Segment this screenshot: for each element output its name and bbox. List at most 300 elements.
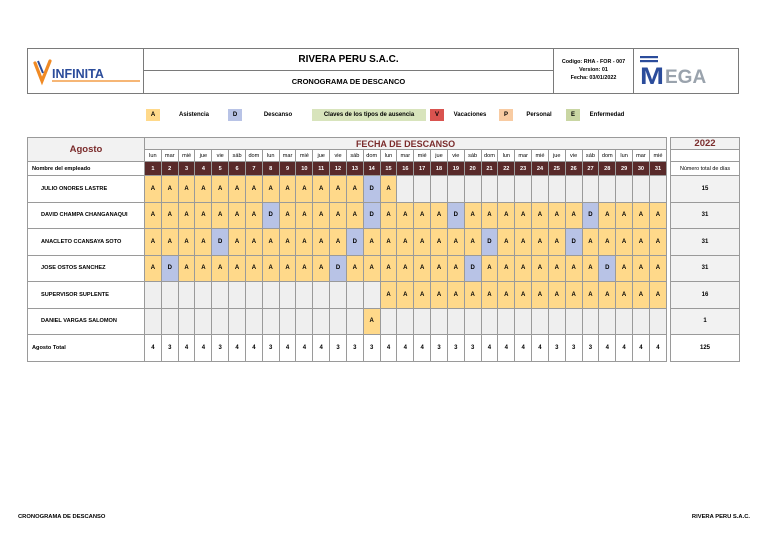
weekday-cell: mié: [414, 150, 431, 162]
footer-left: CRONOGRAMA DE DESCANSO: [18, 514, 106, 520]
weekday-cell: dom: [481, 150, 498, 162]
attendance-cell: A: [262, 255, 279, 282]
day-number-cell: 29: [616, 162, 633, 176]
attendance-cell: A: [145, 229, 162, 256]
attendance-cell: [296, 282, 313, 309]
attendance-cell: A: [498, 255, 515, 282]
attendance-cell: [212, 282, 229, 309]
attendance-cell: A: [245, 176, 262, 203]
weekday-cell: sáb: [346, 150, 363, 162]
attendance-cell: D: [346, 229, 363, 256]
attendance-cell: D: [481, 229, 498, 256]
attendance-cell: A: [397, 255, 414, 282]
attendance-cell: D: [262, 202, 279, 229]
attendance-cell: A: [145, 176, 162, 203]
attendance-cell: [548, 308, 565, 335]
day-number-cell: 21: [481, 162, 498, 176]
day-number-cell: 19: [447, 162, 464, 176]
attendance-cell: A: [599, 282, 616, 309]
attendance-cell: A: [229, 229, 246, 256]
attendance-cell: A: [481, 282, 498, 309]
attendance-cell: [397, 308, 414, 335]
attendance-cell: A: [582, 282, 599, 309]
weekday-cell: lun: [262, 150, 279, 162]
weekday-cell: sáb: [464, 150, 481, 162]
attendance-cell: A: [212, 202, 229, 229]
day-total-cell: 4: [145, 335, 162, 362]
day-total-cell: 4: [649, 335, 666, 362]
employee-total-days: 31: [671, 202, 740, 229]
infinita-logo-mark: [28, 49, 144, 93]
day-number-cell: 23: [515, 162, 532, 176]
attendance-cell: [464, 176, 481, 203]
attendance-cell: [431, 308, 448, 335]
attendance-cell: [498, 176, 515, 203]
attendance-cell: [195, 282, 212, 309]
employee-row: [28, 255, 667, 282]
legend-label-descanso: Descanso: [263, 112, 293, 118]
day-number-cell: 22: [498, 162, 515, 176]
employee-name: SUPERVISOR SUPLENTE: [28, 282, 145, 309]
day-number-cell: 28: [599, 162, 616, 176]
day-total-cell: 4: [481, 335, 498, 362]
day-number-cell: 3: [178, 162, 195, 176]
day-number-cell: 4: [195, 162, 212, 176]
attendance-cell: A: [498, 202, 515, 229]
attendance-cell: [380, 308, 397, 335]
attendance-cell: A: [565, 282, 582, 309]
day-total-cell: 4: [532, 335, 549, 362]
attendance-cell: [161, 282, 178, 309]
weekday-cell: vie: [565, 150, 582, 162]
attendance-cell: A: [616, 229, 633, 256]
attendance-cell: A: [161, 202, 178, 229]
legend-label-enfermedad: Enfermedad: [589, 112, 625, 118]
attendance-cell: [515, 176, 532, 203]
weekday-cell: jue: [548, 150, 565, 162]
day-number-cell: 10: [296, 162, 313, 176]
day-total-cell: 3: [346, 335, 363, 362]
attendance-cell: A: [515, 229, 532, 256]
employee-name: JOSE OSTOS SANCHEZ: [28, 255, 145, 282]
attendance-cell: [582, 308, 599, 335]
document-version: Version: 01: [579, 67, 608, 73]
attendance-cell: A: [363, 308, 380, 335]
attendance-cell: A: [397, 282, 414, 309]
day-total-cell: 4: [279, 335, 296, 362]
attendance-cell: A: [633, 282, 650, 309]
mega-logo-mark: [634, 49, 738, 93]
attendance-cell: A: [296, 229, 313, 256]
attendance-cell: [145, 308, 162, 335]
attendance-cell: A: [195, 202, 212, 229]
day-number-cell: 6: [229, 162, 246, 176]
day-total-cell: 4: [414, 335, 431, 362]
attendance-cell: D: [363, 176, 380, 203]
mega-logo-text: EGA: [665, 67, 707, 88]
legend-label-asistencia: Asistencia: [178, 112, 209, 118]
attendance-cell: A: [161, 229, 178, 256]
attendance-cell: [229, 282, 246, 309]
day-number-cell: 8: [262, 162, 279, 176]
weekday-cell: sáb: [582, 150, 599, 162]
day-number-cell: 2: [161, 162, 178, 176]
attendance-cell: A: [195, 176, 212, 203]
attendance-cell: A: [296, 202, 313, 229]
day-number-cell: 9: [279, 162, 296, 176]
attendance-cell: [330, 282, 347, 309]
attendance-cell: A: [532, 202, 549, 229]
day-total-cell: 3: [548, 335, 565, 362]
attendance-cell: A: [313, 229, 330, 256]
day-number-cell: 5: [212, 162, 229, 176]
employee-total-days: 16: [671, 282, 740, 309]
total-row-label: Agosto Total: [28, 335, 145, 362]
attendance-cell: [532, 176, 549, 203]
title-row: [28, 138, 667, 150]
employee-row: [28, 282, 667, 309]
day-total-cell: 4: [178, 335, 195, 362]
attendance-cell: A: [363, 229, 380, 256]
grand-total: 125: [671, 335, 740, 362]
weekday-cell: mar: [515, 150, 532, 162]
total-row: [28, 335, 667, 362]
attendance-cell: A: [498, 282, 515, 309]
employee-row: [28, 176, 667, 203]
attendance-cell: [229, 308, 246, 335]
weekday-cell: jue: [431, 150, 448, 162]
attendance-cell: A: [330, 229, 347, 256]
day-number-cell: 13: [346, 162, 363, 176]
weekday-cell: dom: [599, 150, 616, 162]
legend-label-personal: Personal: [526, 112, 552, 118]
attendance-cell: [464, 308, 481, 335]
document-title: CRONOGRAMA DE DESCANCO: [291, 77, 406, 86]
mega-logo: [634, 49, 738, 93]
attendance-cell: A: [481, 202, 498, 229]
attendance-cell: A: [515, 255, 532, 282]
legend-label-vacaciones: Vacaciones: [453, 112, 487, 118]
employee-total-days: 1: [671, 308, 740, 335]
attendance-cell: A: [262, 229, 279, 256]
attendance-cell: A: [279, 229, 296, 256]
day-number-cell: 27: [582, 162, 599, 176]
attendance-cell: A: [633, 202, 650, 229]
day-number-cell: 11: [313, 162, 330, 176]
attendance-cell: [279, 282, 296, 309]
attendance-cell: A: [582, 229, 599, 256]
year-label: 2022: [671, 138, 740, 150]
attendance-cell: [178, 282, 195, 309]
day-total-cell: 3: [330, 335, 347, 362]
attendance-cell: [649, 176, 666, 203]
attendance-cell: A: [616, 202, 633, 229]
document-code: Codigo: RHA - FOR - 007: [561, 59, 626, 65]
attendance-cell: [599, 176, 616, 203]
attendance-cell: A: [649, 255, 666, 282]
day-number-cell: 24: [532, 162, 549, 176]
day-number-cell: 15: [380, 162, 397, 176]
legend-claves: Claves de los tipos de ausencia: [312, 109, 426, 121]
attendance-cell: [245, 282, 262, 309]
weekday-cell: mié: [178, 150, 195, 162]
attendance-cell: A: [616, 282, 633, 309]
attendance-cell: A: [229, 202, 246, 229]
attendance-cell: A: [296, 255, 313, 282]
attendance-cell: A: [532, 229, 549, 256]
employee-row: [28, 229, 667, 256]
attendance-cell: A: [633, 229, 650, 256]
attendance-cell: [447, 176, 464, 203]
attendance-cell: D: [330, 255, 347, 282]
attendance-cell: A: [279, 255, 296, 282]
day-number-cell: 1: [145, 162, 162, 176]
attendance-cell: A: [532, 282, 549, 309]
attendance-cell: [346, 308, 363, 335]
day-number-cell: 25: [548, 162, 565, 176]
attendance-cell: [548, 176, 565, 203]
attendance-cell: D: [565, 229, 582, 256]
attendance-cell: [616, 176, 633, 203]
weekday-cell: dom: [363, 150, 380, 162]
weekday-cell: lun: [380, 150, 397, 162]
day-total-cell: 4: [599, 335, 616, 362]
day-total-cell: 3: [363, 335, 380, 362]
weekday-cell: dom: [245, 150, 262, 162]
day-number-cell: 17: [414, 162, 431, 176]
day-total-cell: 4: [296, 335, 313, 362]
attendance-cell: A: [178, 176, 195, 203]
attendance-cell: D: [582, 202, 599, 229]
day-total-cell: 4: [229, 335, 246, 362]
day-total-cell: 4: [397, 335, 414, 362]
attendance-cell: A: [649, 202, 666, 229]
day-total-cell: 4: [245, 335, 262, 362]
attendance-cell: [565, 308, 582, 335]
attendance-cell: A: [262, 176, 279, 203]
weekday-cell: sáb: [229, 150, 246, 162]
attendance-cell: [481, 176, 498, 203]
weekday-cell: lun: [145, 150, 162, 162]
attendance-cell: A: [447, 229, 464, 256]
weekday-cell: jue: [195, 150, 212, 162]
header-title-block: [144, 49, 554, 93]
attendance-cell: A: [313, 202, 330, 229]
attendance-cell: D: [599, 255, 616, 282]
day-total-cell: 3: [565, 335, 582, 362]
attendance-cell: [245, 308, 262, 335]
attendance-cell: [431, 176, 448, 203]
legend-code-asistencia: A: [146, 109, 160, 121]
attendance-cell: [346, 282, 363, 309]
attendance-cell: A: [330, 202, 347, 229]
employee-name: JULIO ONORES LASTRE: [28, 176, 145, 203]
day-total-cell: 3: [212, 335, 229, 362]
attendance-cell: D: [464, 255, 481, 282]
attendance-cell: A: [431, 255, 448, 282]
attendance-cell: A: [145, 255, 162, 282]
attendance-cell: [195, 308, 212, 335]
attendance-cell: A: [532, 255, 549, 282]
attendance-cell: [616, 308, 633, 335]
day-number-cell: 30: [633, 162, 650, 176]
attendance-cell: A: [279, 202, 296, 229]
attendance-cell: A: [229, 255, 246, 282]
attendance-cell: D: [161, 255, 178, 282]
totals-column: [670, 137, 740, 362]
attendance-cell: [649, 308, 666, 335]
attendance-cell: A: [565, 202, 582, 229]
attendance-cell: A: [414, 229, 431, 256]
attendance-cell: [515, 308, 532, 335]
day-total-cell: 4: [515, 335, 532, 362]
attendance-cell: A: [582, 255, 599, 282]
attendance-cell: A: [447, 282, 464, 309]
employee-name: DANIEL VARGAS SALOMON: [28, 308, 145, 335]
fecha-title: FECHA DE DESCANSO: [145, 138, 667, 150]
attendance-cell: A: [481, 255, 498, 282]
employee-total-days: 15: [671, 176, 740, 203]
attendance-cell: A: [498, 229, 515, 256]
attendance-cell: A: [447, 255, 464, 282]
attendance-cell: [161, 308, 178, 335]
weekday-cell: vie: [212, 150, 229, 162]
day-number-cell: 12: [330, 162, 347, 176]
attendance-cell: A: [145, 202, 162, 229]
attendance-cell: [262, 282, 279, 309]
attendance-cell: [363, 282, 380, 309]
day-number-cell: 31: [649, 162, 666, 176]
day-number-cell: 26: [565, 162, 582, 176]
employee-name: ANACLETO CCANSAYA SOTO: [28, 229, 145, 256]
attendance-cell: [582, 176, 599, 203]
attendance-cell: A: [313, 176, 330, 203]
attendance-cell: A: [599, 229, 616, 256]
attendance-cell: A: [548, 282, 565, 309]
attendance-cell: A: [161, 176, 178, 203]
attendance-cell: A: [599, 202, 616, 229]
attendance-cell: [145, 282, 162, 309]
attendance-cell: A: [548, 202, 565, 229]
attendance-cell: [447, 308, 464, 335]
svg-text:M: M: [640, 63, 664, 90]
attendance-cell: [481, 308, 498, 335]
attendance-cell: [296, 308, 313, 335]
day-total-cell: 4: [633, 335, 650, 362]
attendance-cell: [313, 308, 330, 335]
attendance-cell: A: [346, 202, 363, 229]
infinita-logo-text: INFINITA: [52, 67, 104, 81]
attendance-cell: A: [464, 282, 481, 309]
attendance-cell: A: [616, 255, 633, 282]
attendance-cell: [178, 308, 195, 335]
attendance-cell: A: [397, 202, 414, 229]
attendance-cell: A: [380, 176, 397, 203]
attendance-cell: [532, 308, 549, 335]
attendance-cell: A: [346, 176, 363, 203]
attendance-cell: [599, 308, 616, 335]
document-header: [27, 48, 739, 94]
day-total-cell: 3: [262, 335, 279, 362]
attendance-cell: A: [178, 229, 195, 256]
attendance-cell: [633, 176, 650, 203]
day-total-cell: 3: [447, 335, 464, 362]
company-name: RIVERA PERU S.A.C.: [144, 49, 553, 71]
attendance-cell: [262, 308, 279, 335]
attendance-cell: A: [178, 202, 195, 229]
infinita-logo: [28, 49, 144, 93]
attendance-cell: [313, 282, 330, 309]
weekday-cell: mar: [397, 150, 414, 162]
day-total-cell: 3: [161, 335, 178, 362]
day-total-cell: 4: [616, 335, 633, 362]
attendance-cell: A: [363, 255, 380, 282]
attendance-cell: A: [414, 202, 431, 229]
attendance-cell: D: [212, 229, 229, 256]
attendance-cell: A: [380, 282, 397, 309]
attendance-cell: A: [195, 255, 212, 282]
attendance-cell: A: [515, 202, 532, 229]
legend-code-descanso: D: [228, 109, 242, 121]
attendance-cell: A: [649, 229, 666, 256]
employee-row: [28, 202, 667, 229]
attendance-cell: [279, 308, 296, 335]
employee-total-days: 31: [671, 255, 740, 282]
weekday-cell: mié: [296, 150, 313, 162]
attendance-cell: A: [296, 176, 313, 203]
document-date: Fecha: 03/01/2022: [570, 75, 617, 81]
attendance-cell: D: [363, 202, 380, 229]
day-number-cell: 20: [464, 162, 481, 176]
employee-row: [28, 308, 667, 335]
day-total-cell: 4: [380, 335, 397, 362]
day-number-cell: 14: [363, 162, 380, 176]
footer-right: RIVERA PERU S.A.C.: [691, 514, 750, 520]
weekday-cell: mié: [649, 150, 666, 162]
attendance-cell: A: [330, 176, 347, 203]
attendance-cell: A: [649, 282, 666, 309]
weekday-cell: jue: [313, 150, 330, 162]
document-code-block: [554, 49, 634, 93]
attendance-cell: A: [397, 229, 414, 256]
attendance-cell: [633, 308, 650, 335]
employee-name-header: Nombre del empleado: [28, 162, 145, 176]
attendance-cell: [498, 308, 515, 335]
attendance-cell: A: [464, 202, 481, 229]
attendance-cell: A: [229, 176, 246, 203]
day-total-cell: 4: [195, 335, 212, 362]
attendance-cell: A: [245, 229, 262, 256]
legend-code-enfermedad: E: [566, 109, 580, 121]
weekday-cell: mar: [279, 150, 296, 162]
attendance-cell: A: [245, 202, 262, 229]
attendance-cell: A: [380, 229, 397, 256]
day-total-cell: 4: [313, 335, 330, 362]
attendance-cell: [330, 308, 347, 335]
day-number-row: [28, 162, 667, 176]
weekday-cell: vie: [447, 150, 464, 162]
weekday-cell: mié: [532, 150, 549, 162]
weekday-cell: mar: [161, 150, 178, 162]
attendance-cell: A: [279, 176, 296, 203]
weekday-cell: lun: [498, 150, 515, 162]
attendance-cell: A: [548, 229, 565, 256]
day-total-cell: 4: [498, 335, 515, 362]
weekday-cell: mar: [633, 150, 650, 162]
attendance-cell: A: [548, 255, 565, 282]
legend-code-vacaciones: V: [430, 109, 444, 121]
attendance-cell: [414, 176, 431, 203]
